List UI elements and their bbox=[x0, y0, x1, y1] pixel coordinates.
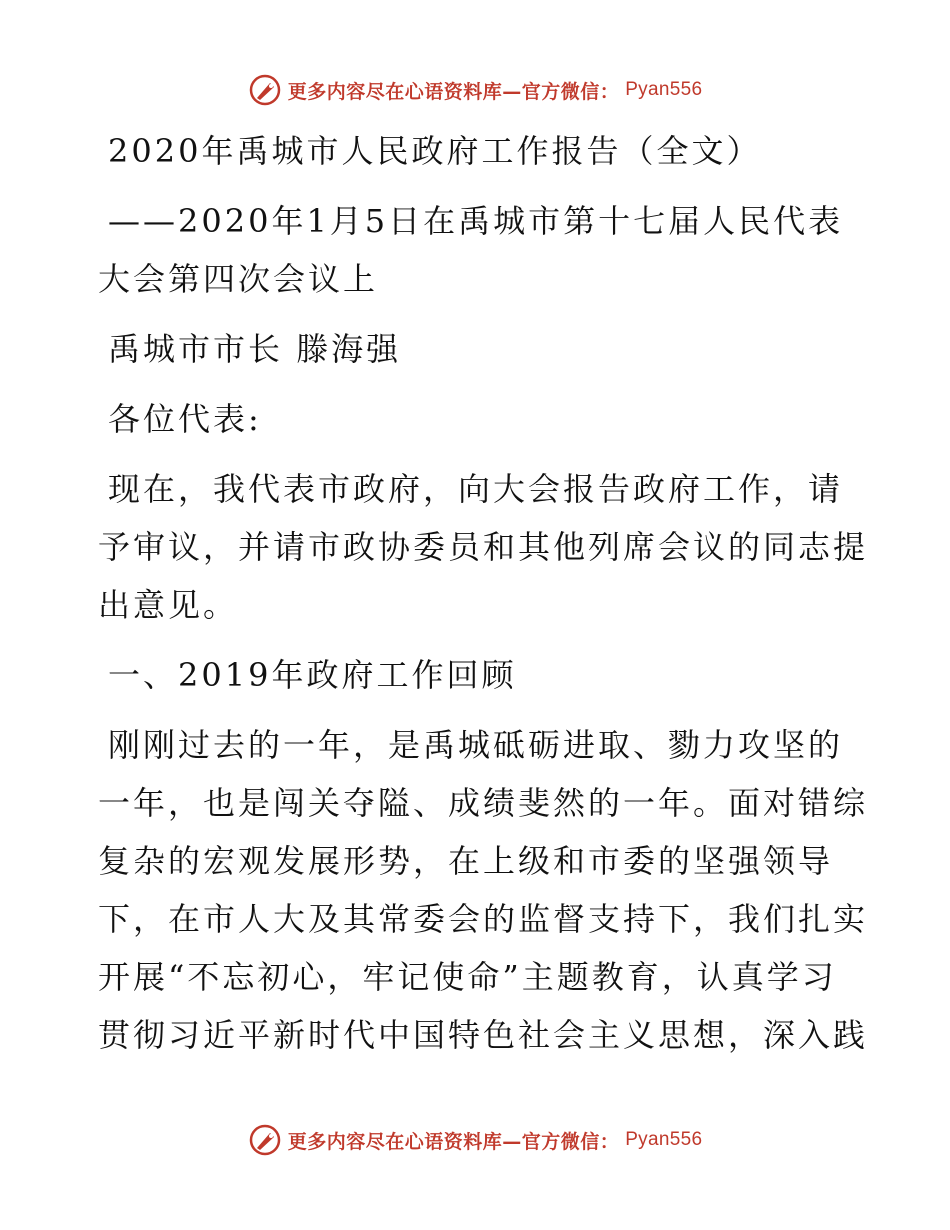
watermark-contact: Pyan556 bbox=[625, 1129, 703, 1150]
subtitle-line-2: 大会第四次会议上 bbox=[98, 260, 379, 298]
watermark-bottom bbox=[0, 1120, 950, 1160]
watermark-contact: Pyan556 bbox=[625, 79, 703, 100]
body-line-2: 一年，也是闯关夺隘、成绩斐然的一年。面对错综 bbox=[98, 784, 869, 822]
document-body bbox=[98, 122, 869, 1064]
body-line-6: 贯彻习近平新时代中国特色社会主义思想，深入践 bbox=[98, 1016, 869, 1054]
intro-line-3: 出意见。 bbox=[98, 586, 239, 624]
intro-line-1: 现在，我代表市政府，向大会报告政府工作，请 bbox=[108, 470, 844, 508]
body-line-4: 下，在市人大及其常委会的监督支持下，我们扎实 bbox=[98, 900, 869, 938]
document-title: 2020年禹城市人民政府工作报告（全文） bbox=[108, 132, 762, 170]
body-line-5: 开展“不忘初心，牢记使命”主题教育，认真学习 bbox=[98, 958, 837, 996]
section-heading: 一、2019年政府工作回顾 bbox=[108, 656, 517, 694]
body-line-1: 刚刚过去的一年，是禹城砥砺进取、勠力攻坚的 bbox=[108, 726, 844, 764]
watermark-text: 更多内容尽在心语资料库—官方微信： bbox=[287, 80, 620, 103]
intro-line-2: 予审议，并请市政协委员和其他列席会议的同志提 bbox=[98, 528, 869, 566]
watermark-top bbox=[0, 70, 950, 110]
body-line-3: 复杂的宏观发展形势，在上级和市委的坚强领导 bbox=[98, 842, 834, 880]
pen-nib-icon bbox=[248, 1123, 282, 1157]
salutation: 各位代表: bbox=[108, 400, 262, 438]
subtitle-line-1: ——2020年1月5日在禹城市第十七届人民代表 bbox=[108, 202, 844, 240]
author-line: 禹城市市长 滕海强 bbox=[108, 330, 402, 368]
watermark-text: 更多内容尽在心语资料库—官方微信： bbox=[287, 1130, 620, 1153]
pen-nib-icon bbox=[248, 73, 282, 107]
